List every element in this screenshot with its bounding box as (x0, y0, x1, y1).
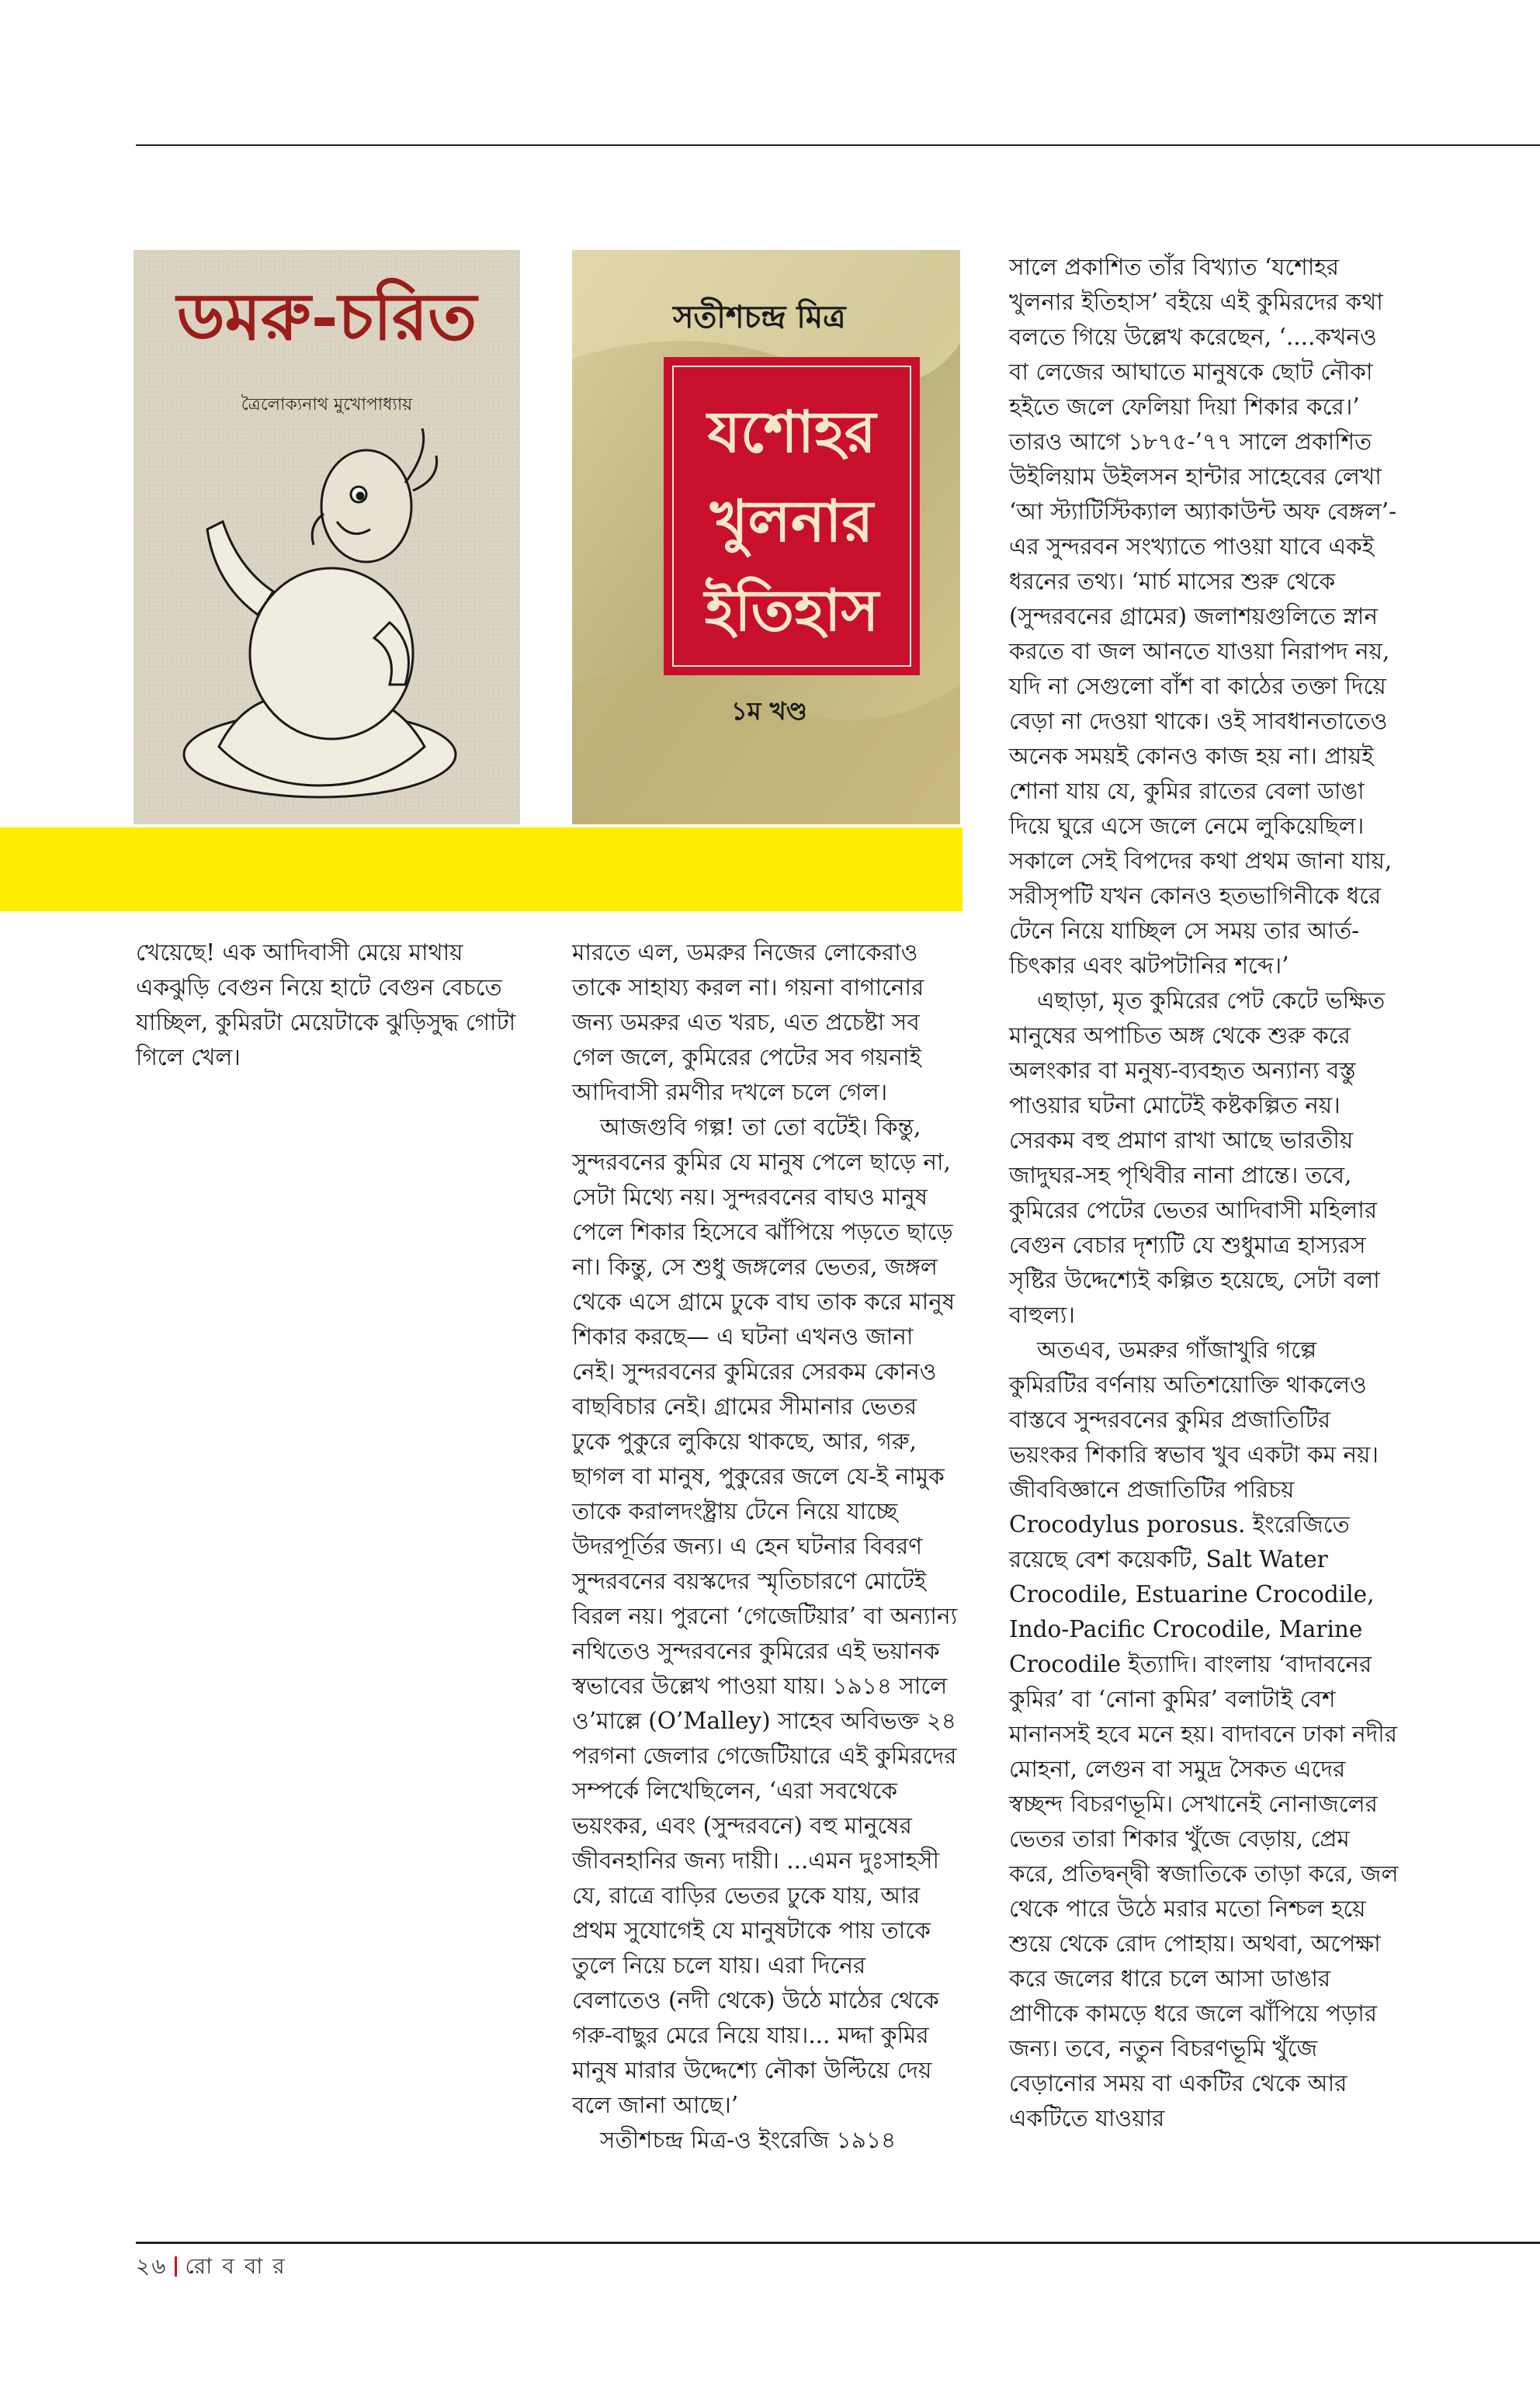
footer-separator (175, 2256, 177, 2277)
book-cover-jashohar-khulnar-itihas (572, 250, 960, 824)
article-paragraph: মারতে এল, ডমরুর নিজের লোকেরাও তাকে সাহায্য করল না। গয়না বাগানোর জন্য ডমরুর এত খরচ, এত প্রচেষ্টা সব গেল জলে, কুমিরের পেটের সব গয়নাই আদিবাসী রমণীর দখলে চলে গেল। (572, 939, 924, 1105)
cover2-author: সতীশচন্দ্র মিত্র (673, 300, 846, 335)
article-paragraph: আজগুবি গল্প! তা তো বটেই। কিন্তু, সুন্দরবনের কুমির যে মানুষ পেলে ছাড়ে না, সেটা মিথ্যে নয়। সুন্দরবনের বাঘও মানুষ পেলে শিকার হিসেবে ঝাঁপিয়ে পড়তে ছাড়ে না। কিন্তু, সে শুধু জঙ্গলের ভেতর, জঙ্গল থেকে এসে গ্রামে ঢুকে বাঘ তাক করে মানুষ শিকার করছে— এ ঘটনা এখনও জানা নেই। সুন্দরবনের কুমিরের সেরকম কোনও বাছবিচার নেই। গ্রামের সীমানার ভেতর ঢুকে পুকুরে লুকিয়ে থাকছে, আর, গরু, ছাগল বা মানুষ, পুকুরের জলে যে-ই নামুক তাকে করালদংষ্ট্রায় টেনে নিয়ে যাচ্ছে উদরপূর্তির জন্য। এ হেন ঘটনার বিবরণ সুন্দরবনের বয়স্কদের স্মৃতিচারণে মোটেই বিরল নয়। পুরনো ‘গেজেটিয়ার’ বা অন্যান্য নথিতেও সুন্দরবনের কুমিরের এই ভয়ানক স্বভাবের উল্লেখ পাওয়া যায়। ১৯১৪ সালে ও’মাল্লে (O’Malley) সাহেব অবিভক্ত ২৪ পরগনা জেলার গেজেটিয়ারে এই কুমিরদের সম্পর্কে লিখেছিলেন, ‘এরা সবথেকে ভয়ংকর, এবং (সুন্দরবনে) বহু মানুষের জীবনহানির জন্য দায়ী। ...এমন দুঃসাহসী যে, রাত্রে বাড়ির ভেতর ঢুকে যায়, আর প্রথম সুযোগেই যে মানুষটাকে পায় তাকে তুলে নিয়ে চলে যায়। এরা দিনের বেলাতেও (নদী থেকে) উঠে মাঠের থেকে গরু-বাছুর মেরে নিয়ে যায়।... মদ্দা কুমির মানুষ মারার উদ্দেশ্যে নৌকা উল্টিয়ে দেয় বলে জানা আছে।’ (572, 1114, 958, 2118)
book-cover-jashohar-art (572, 250, 960, 824)
bottom-rule (136, 2242, 1540, 2244)
cover1-author: ত্রৈলোক্যনাথ মুখোপাধ্যায় (241, 395, 413, 414)
page-number: ২৬ (136, 2253, 168, 2279)
book-cover-domru-charit (134, 250, 520, 824)
top-rule (136, 144, 1540, 146)
yellow-accent-band (0, 827, 962, 911)
article-column-2 (572, 935, 960, 2158)
book-cover-domru-art (134, 250, 520, 824)
cover2-title-line-2: খুলনার (709, 488, 874, 555)
article-paragraph: সতীশচন্দ্র মিত্র-ও ইংরেজি ১৯১৪ (600, 2127, 897, 2153)
magazine-name: রো ব বা র (185, 2253, 286, 2279)
article-column-1 (136, 935, 522, 1075)
article-column-3 (1009, 250, 1400, 2136)
article-paragraph: সালে প্রকাশিত তাঁর বিখ্যাত ‘যশোহর খুলনার ইতিহাস’ বইয়ে এই কুমিরদের কথা বলতে গিয়ে উল্লেখ করেছেন, ‘....কখনও বা লেজের আঘাতে মানুষকে ছোট নৌকা হইতে জলে ফেলিয়া দিয়া শিকার করে।’ তারও আগে ১৮৭৫-’৭৭ সালে প্রকাশিত উইলিয়াম উইলসন হান্টার সাহেবের লেখা ‘আ স্ট্যাটিস্টিক্যাল অ্যাকাউন্ট অফ বেঙ্গল’-এর সুন্দরবন সংখ্যাতে পাওয়া যাবে একই ধরনের তথ্য। ‘মার্চ মাসের শুরু থেকে (সুন্দরবনের গ্রামের) জলাশয়গুলিতে স্নান করতে বা জল আনতে যাওয়া নিরাপদ নয়, যদি না সেগুলো বাঁশ বা কাঠের তক্তা দিয়ে বেড়া না দেওয়া থাকে। ওই সাবধানতাতেও অনেক সময়ই কোনও কাজ হয় না। প্রায়ই শোনা যায় যে, কুমির রাতের বেলা ডাঙা দিয়ে ঘুরে এসে জলে নেমে লুকিয়েছিল। সকালে সেই বিপদের কথা প্রথম জানা যায়, সরীসৃপটি যখন কোনও হতভাগিনীকে ধরে টেনে নিয়ে যাচ্ছিল সে সময় তার আর্ত-চিৎকার এবং ঝটপটানির শব্দে।’ (1009, 254, 1397, 979)
article-paragraph: এছাড়া, মৃত কুমিরের পেট কেটে ভক্ষিত মানুষের অপাচিত অঙ্গ থেকে শুরু করে অলংকার বা মনুষ্য-ব্যবহৃত অন্যান্য বস্তু পাওয়ার ঘটনা মোটেই কষ্টকল্পিত নয়। সেরকম বহু প্রমাণ রাখা আছে ভারতীয় জাদুঘর-সহ পৃথিবীর নানা প্রান্তে। তবে, কুমিরের পেটের ভেতর আদিবাসী মহিলার বেগুন বেচার দৃশ্যটি যে শুধুমাত্র হাস্যরস সৃষ্টির উদ্দেশ্যেই কল্পিত হয়েছে, সেটা বলা বাহুল্য। (1009, 987, 1386, 1328)
cover2-title-line-1: যশোহর (707, 399, 876, 466)
cover2-volume: ১ম খণ্ড (731, 696, 807, 726)
page-footer (136, 2249, 286, 2286)
cover2-title-line-3: ইতিহাস (704, 577, 879, 644)
article-paragraph: খেয়েছে! এক আদিবাসী মেয়ে মাথায় একঝুড়ি বেগুন নিয়ে হাটে বেগুন বেচতে যাচ্ছিল, কুমিরটা মেয়েটাকে ঝুড়িসুদ্ধ গোটা গিলে খেল। (136, 939, 516, 1070)
article-paragraph: অতএব, ডমরুর গাঁজাখুরি গল্পে কুমিরটির বর্ণনায় অতিশয়োক্তি থাকলেও বাস্তবে সুন্দরবনের কুমির প্রজাতিটির ভয়ংকর শিকারি স্বভাব খুব একটা কম নয়। জীববিজ্ঞানে প্রজাতিটির পরিচয় Crocodylus porosus. ইংরেজিতে রয়েছে বেশ কয়েকটি, Salt Water Crocodile, Estuarine Crocodile, Indo-Pacific Crocodile, Marine Crocodile ইত্যাদি। বাংলায় ‘বাদাবনের কুমির’ বা ‘নোনা কুমির’ বলাটাই বেশ মানানসই হবে মনে হয়। বাদাবনে ঢাকা নদীর মোহনা, লেগুন বা সমুদ্র সৈকত এদের স্বচ্ছন্দ বিচরণভূমি। সেখানেই নোনাজলের ভেতর তারা শিকার খুঁজে বেড়ায়, প্রেম করে, প্রতিদ্বন্দ্বী স্বজাতিকে তাড়া করে, জল থেকে পারে উঠে মরার মতো নিশ্চল হয়ে শুয়ে থেকে রোদ পোহায়। অথবা, অপেক্ষা করে জলের ধারে চলে আসা ডাঙার প্রাণীকে কামড়ে ধরে জলে ঝাঁপিয়ে পড়ার জন্য। তবে, নতুন বিচরণভূমি খুঁজে বেড়ানোর সময় বা একটির থেকে আর একটিতে যাওয়ার (1009, 1337, 1399, 2131)
cover1-title: ডমরু-চরিত (176, 278, 477, 355)
